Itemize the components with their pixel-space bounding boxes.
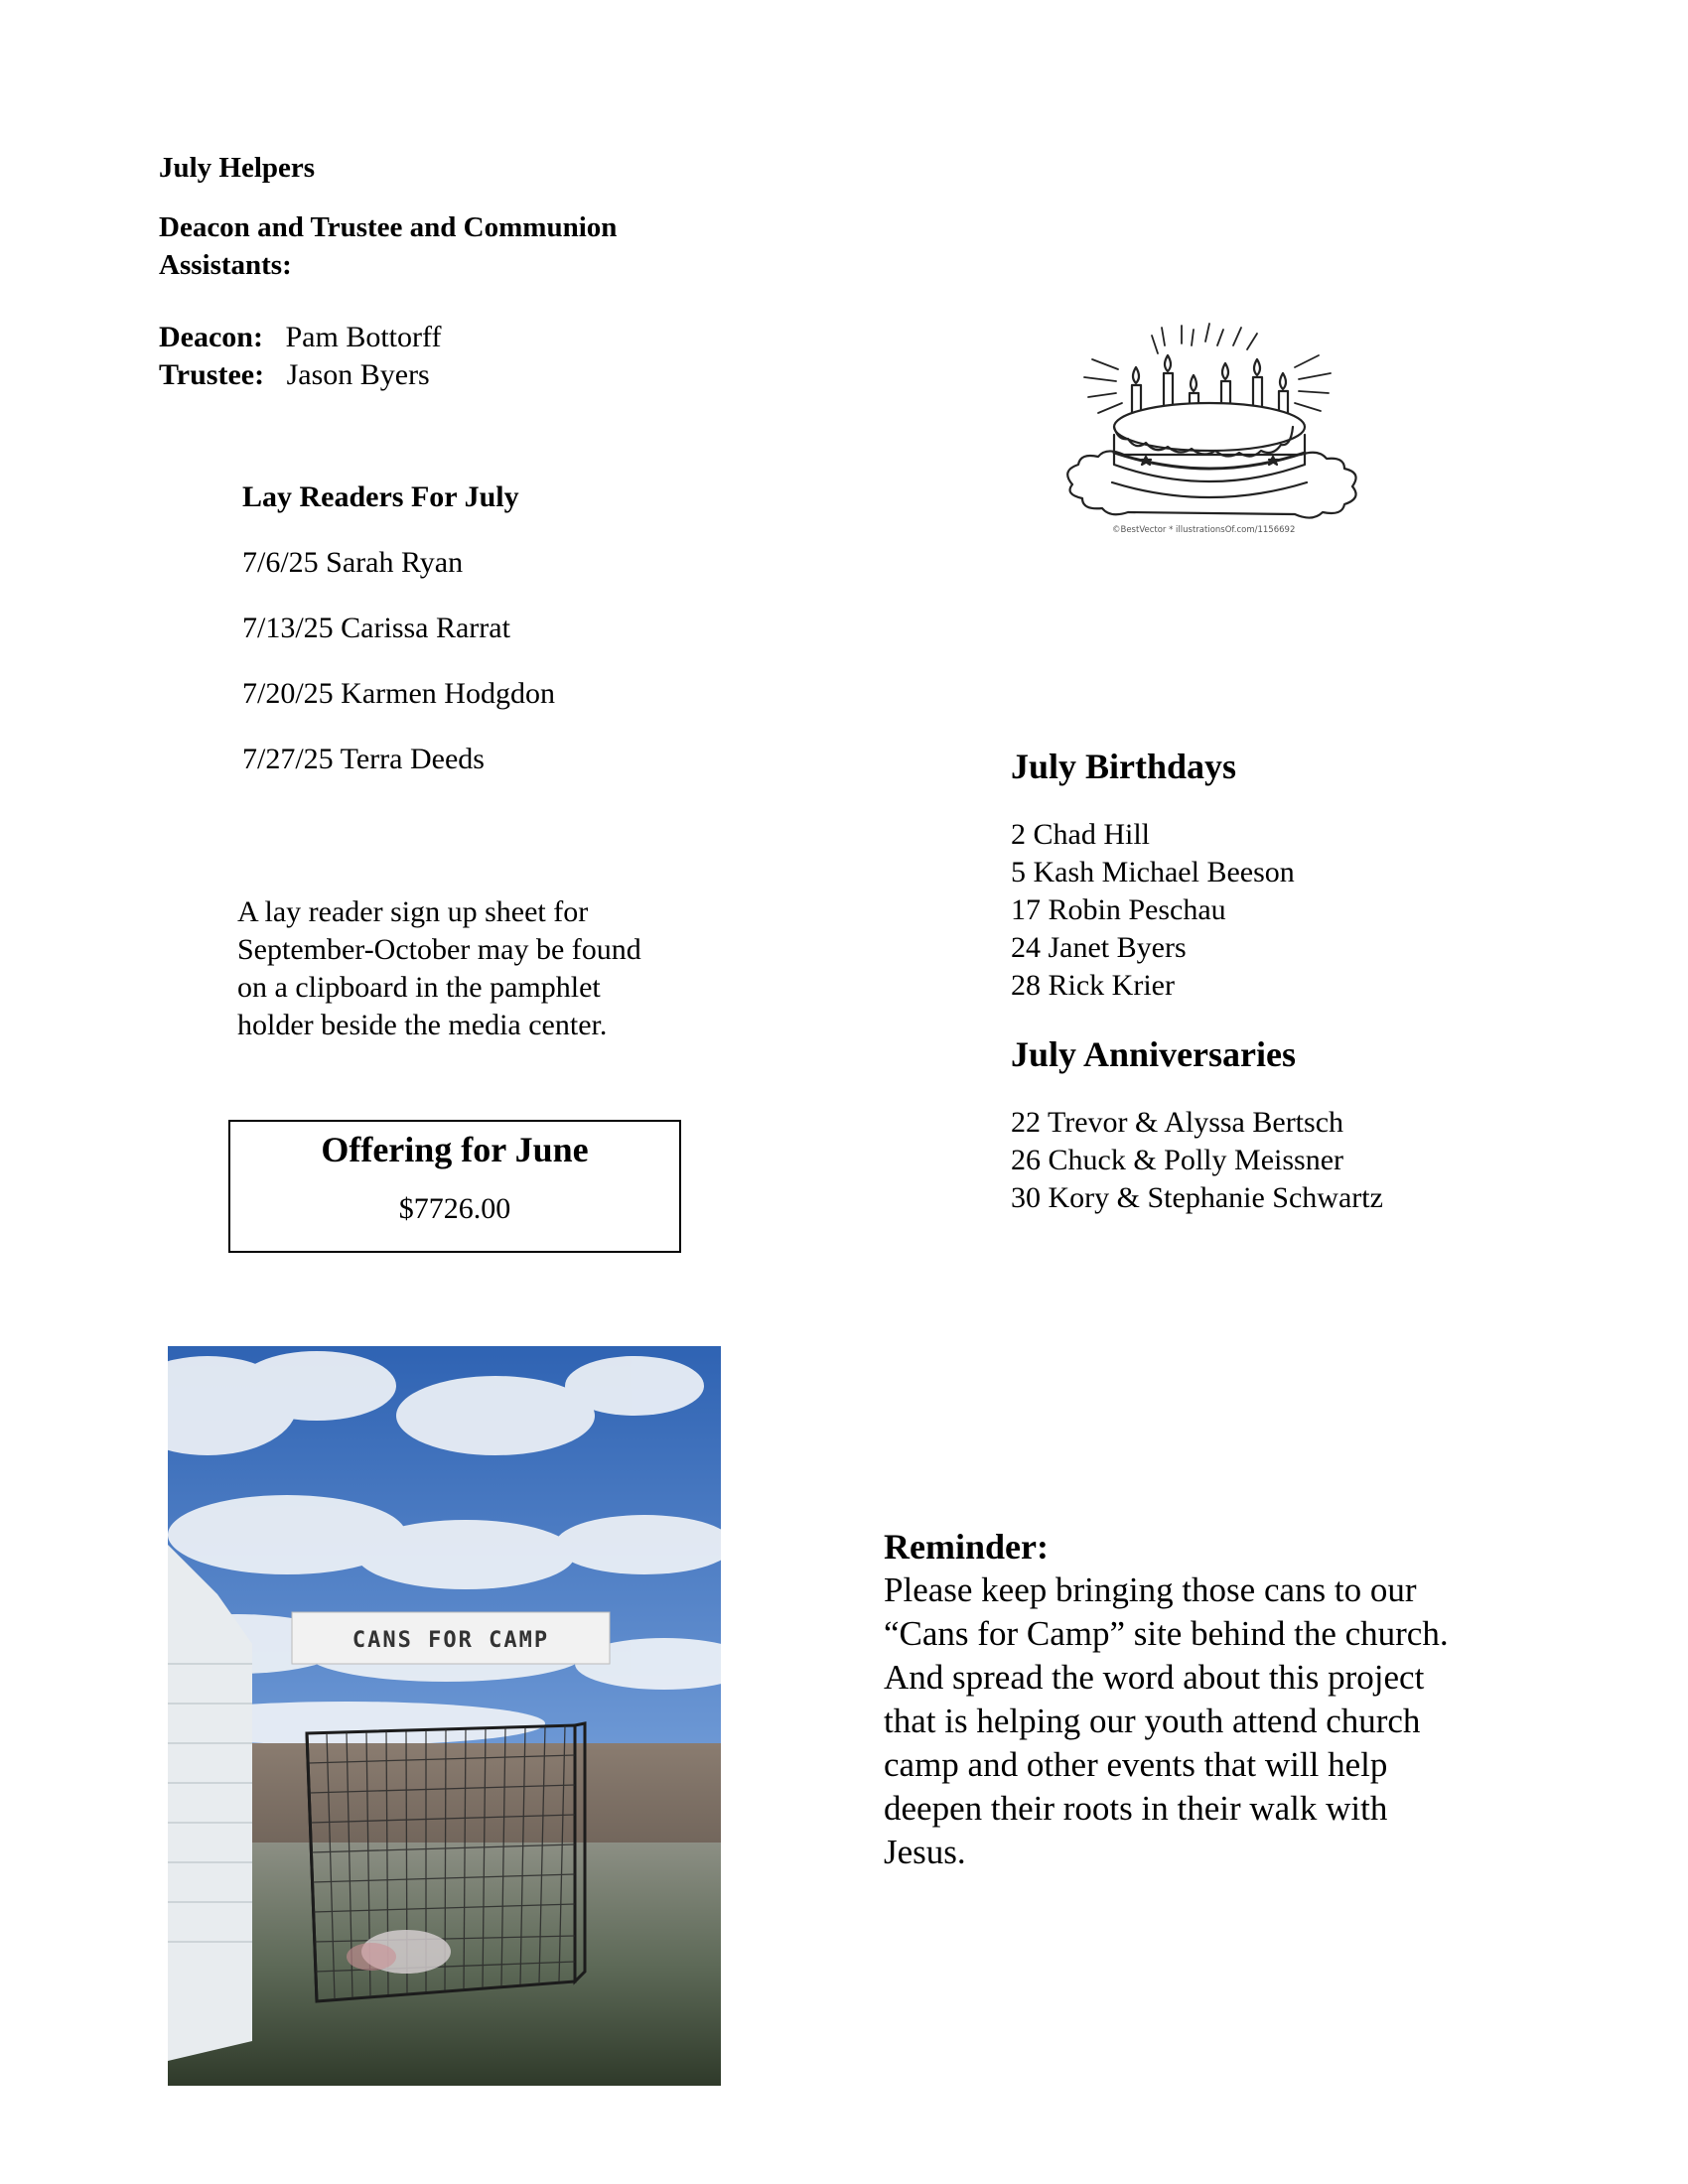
signup-line: September-October may be found <box>237 933 641 966</box>
list-item: 5 Kash Michael Beeson <box>1011 856 1295 888</box>
list-item: 24 Janet Byers <box>1011 931 1187 964</box>
signup-line: holder beside the media center. <box>237 1009 608 1041</box>
reminder-line: And spread the word about this project <box>884 1658 1425 1697</box>
reminder-block <box>884 1525 1519 1874</box>
lay-readers-title: Lay Readers For July <box>242 480 519 513</box>
lay-reader-entry: 7/20/25 Karmen Hodgdon <box>242 677 555 710</box>
reminder-line: deepen their roots in their walk with <box>884 1789 1388 1828</box>
birthdays-list <box>1011 816 1295 1005</box>
birthday-cake-illustration <box>1033 316 1370 539</box>
offering-title: Offering for June <box>321 1130 589 1169</box>
lay-reader-entry: 7/27/25 Terra Deeds <box>242 743 485 775</box>
photo-image <box>168 1346 721 2086</box>
cans-for-camp-photo <box>168 1346 721 2086</box>
list-item: 2 Chad Hill <box>1011 818 1150 851</box>
list-item: 30 Kory & Stephanie Schwartz <box>1011 1181 1383 1214</box>
trustee-name: Jason Byers <box>286 358 430 391</box>
deacon-row <box>159 319 441 356</box>
reminder-line: camp and other events that will help <box>884 1745 1388 1784</box>
signup-note <box>237 893 641 1044</box>
trustee-label: Trustee: <box>159 358 265 391</box>
cake-credit: ©BestVector * illustrationsOf.com/1156692 <box>1112 525 1296 535</box>
trustee-row <box>159 356 430 394</box>
anniversaries-list <box>1011 1104 1383 1217</box>
cake-icon <box>1033 316 1370 539</box>
assistants-heading-line2: Assistants: <box>159 249 292 281</box>
reminder-line: “Cans for Camp” site behind the church. <box>884 1614 1449 1653</box>
signup-line: A lay reader sign up sheet for <box>237 895 589 928</box>
offering-amount: $7726.00 <box>398 1192 511 1225</box>
july-helpers-title: July Helpers <box>159 152 316 184</box>
deacon-label: Deacon: <box>159 321 263 353</box>
reminder-line: Jesus. <box>884 1833 966 1871</box>
list-item: 22 Trevor & Alyssa Bertsch <box>1011 1106 1344 1139</box>
assistants-heading-line1: Deacon and Trustee and Communion <box>159 211 618 243</box>
photo-sign-text: CANS FOR CAMP <box>352 1628 550 1653</box>
lay-reader-entry: 7/13/25 Carissa Rarrat <box>242 612 510 644</box>
deacon-name: Pam Bottorff <box>285 321 442 353</box>
lay-reader-entry: 7/6/25 Sarah Ryan <box>242 546 464 579</box>
reminder-title: Reminder: <box>884 1527 1049 1567</box>
reminder-line: that is helping our youth attend church <box>884 1702 1421 1740</box>
list-item: 17 Robin Peschau <box>1011 893 1226 926</box>
list-item: 26 Chuck & Polly Meissner <box>1011 1144 1343 1176</box>
signup-line: on a clipboard in the pamphlet <box>237 971 601 1004</box>
assistants-heading <box>159 208 617 284</box>
birthdays-title: July Birthdays <box>1011 747 1237 786</box>
list-item: 28 Rick Krier <box>1011 969 1175 1002</box>
anniversaries-title: July Anniversaries <box>1011 1034 1297 1074</box>
offering-box <box>228 1120 681 1253</box>
reminder-line: Please keep bringing those cans to our <box>884 1570 1417 1609</box>
